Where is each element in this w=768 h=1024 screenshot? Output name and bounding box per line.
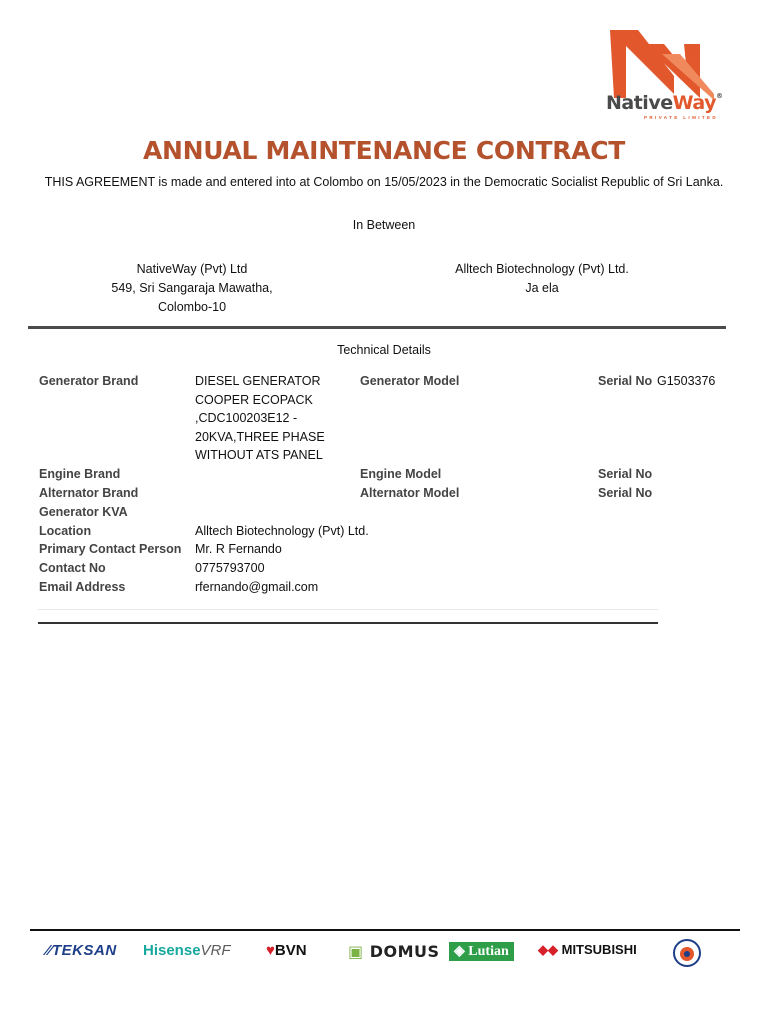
- technical-details-heading: Technical Details: [337, 343, 431, 357]
- party-left-line3: Colombo-10: [157, 300, 227, 314]
- party-right-line2: Ja ela: [525, 281, 559, 295]
- primary-contact-label: Primary Contact Person: [39, 542, 182, 556]
- mitsubishi-diamonds-icon: ◆◆: [538, 942, 562, 957]
- teksan-mark-icon: ⁄⁄: [46, 942, 53, 959]
- details-divider-light: [38, 609, 658, 610]
- cooper-seal-icon: [671, 938, 703, 968]
- domus-logo: ▣ DOMUS: [348, 942, 440, 961]
- alternator-brand-label: Alternator Brand: [39, 486, 139, 500]
- bvn-mark-icon: ♥: [266, 942, 275, 959]
- lutian-mark-icon: ◈: [454, 944, 469, 959]
- details-divider: [38, 622, 658, 624]
- domus-mark-icon: ▣: [348, 942, 370, 961]
- contact-no-label: Contact No: [39, 561, 106, 575]
- serial-no-label: Serial No: [598, 374, 653, 388]
- contact-no-value: 0775793700: [195, 561, 265, 575]
- location-label: Location: [39, 524, 92, 538]
- bvn-logo: ♥BVN: [266, 942, 307, 959]
- mitsubishi-logo: ◆◆ MITSUBISHI: [538, 942, 637, 957]
- lutian-logo: ◈ Lutian: [449, 942, 514, 961]
- primary-contact-value: Mr. R Fernando: [195, 542, 282, 556]
- party-alltech: [432, 260, 652, 298]
- logo-wordmark: NativeWay®: [606, 92, 723, 114]
- generator-brand-value: DIESEL GENERATOR COOPER ECOPACK ,CDC100203E12 - 20KVA,THREE PHASE WITHOUT ATS PANEL: [195, 374, 325, 462]
- generator-model-label: Generator Model: [360, 374, 460, 388]
- generator-kva-label: Generator KVA: [39, 505, 128, 519]
- teksan-logo: ⁄⁄TEKSAN: [46, 942, 117, 959]
- engine-serial-no-label: Serial No: [598, 467, 653, 481]
- engine-brand-label: Engine Brand: [39, 467, 121, 481]
- email-value: rfernando@gmail.com: [195, 580, 319, 594]
- section-divider: [28, 326, 726, 329]
- footer-divider: [30, 929, 740, 931]
- hisense-logo: HisenseVRF: [143, 942, 231, 959]
- email-label: Email Address: [39, 580, 126, 594]
- document-title: ANNUAL MAINTENANCE CONTRACT: [142, 136, 626, 165]
- in-between-label: In Between: [352, 218, 416, 232]
- generator-brand-label: Generator Brand: [39, 374, 139, 388]
- serial-no-value: G1503376: [657, 374, 716, 388]
- engine-model-label: Engine Model: [360, 467, 442, 481]
- logo-subtitle: PRIVATE LIMITED: [644, 115, 719, 120]
- alternator-model-label: Alternator Model: [360, 486, 460, 500]
- party-nativeway: [92, 260, 292, 317]
- alternator-serial-no-label: Serial No: [598, 486, 653, 500]
- location-value: Alltech Biotechnology (Pvt) Ltd.: [195, 524, 369, 538]
- party-right-line1: Alltech Biotechnology (Pvt) Ltd.: [455, 262, 629, 276]
- agreement-intro: THIS AGREEMENT is made and entered into at Colombo on 15/05/2023 in the Democratic Socialist Republic of Sri Lanka.: [44, 175, 724, 189]
- brand-strip: [0, 938, 768, 968]
- party-left-line1: NativeWay (Pvt) Ltd: [136, 262, 248, 276]
- party-left-line2: 549, Sri Sangaraja Mawatha,: [111, 281, 273, 295]
